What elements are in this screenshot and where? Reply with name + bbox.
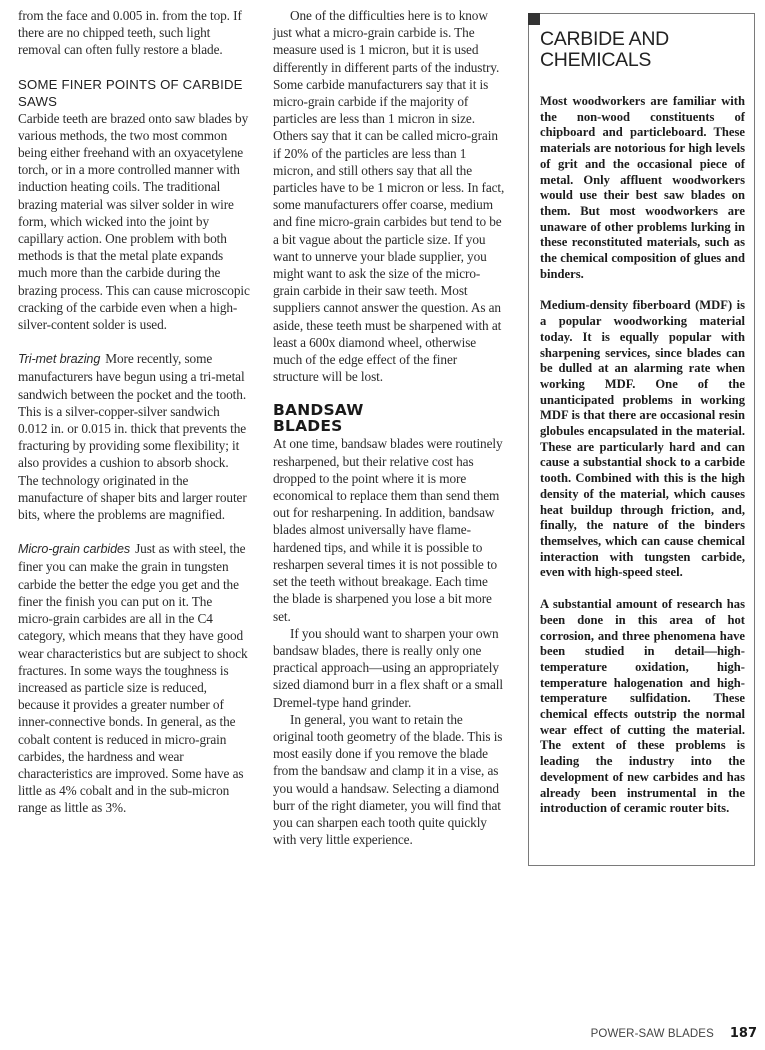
paragraph-difficulties: One of the difficulties here is to know just what a micro-grain carbide is. The measure used is 1 micron, but it is used differently in different parts of the industry. Some carbide manufacturers say that it is micro-grain carbide if the majority of particles are less than 1 micron in size. Others say that it can be called micro-grain if 20% of the particles are less than 1 micron, and still others say that all the particles have to be 1 micron or less. In fact, some manufacturers offer coarse, medium and fine micro-grain carbides but tend to be a bit vague about the particle size. If you want to unnerve your blade supplier, you might want to ask the size of the micro-grain carbide in their saw teeth. Most suppliers cannot answer the question. As an aside, these teeth must be sharpened with at least a 600x diamond wheel, otherwise much of the edge effect of the finer structure will be lost. <box>273 8 505 385</box>
running-head: POWER-SAW BLADES <box>590 1028 714 1040</box>
paragraph-trimet <box>18 350 250 523</box>
sidebar-paragraph: Most woodworkers are familiar with the non-wood constituents of chipboard and particleboard. These materials are notorious for high levels of grit and the occasional piece of metal. Only affluent woodworkers would use their best saw blades on them. But most woodworkers are unaware of other problems lurking in these reconstituted materials, such as the chemical composition of glues and binders. <box>540 94 745 281</box>
paragraph-intro: from the face and 0.005 in. from the top. If there are no chipped teeth, such light removal can often fully restore a blade. <box>18 8 242 58</box>
sidebar-box-carbide-chemicals <box>528 13 755 866</box>
section-heading-finer-points: SOME FINER POINTS OF CARBIDE SAWS <box>18 76 243 109</box>
paragraph-brazing: Carbide teeth are brazed onto saw blades by various methods, the two most common being either freehand with an oxyacetylene torch, or in a more controlled manner with induction heating coils. The traditional brazing material was silver solder in wire form, which wicked into the joint by capillary action. One problem with both methods is that the metal plate expands much more than the carbide during the brazing process. This can cause microscopic cracking of the carbide even when a high-silver-content solder is used. <box>18 110 250 333</box>
column-middle <box>273 7 505 848</box>
paragraph-micro-grain-text: Just as with steel, the finer you can make the grain in tungsten carbide the better the edge you get and the finer the finish you can put on it. The micro-grain carbides are all in the C4 category, which means that they have good wear characteristics but are subject to shock fractures. In some ways the toughness is increased as particle size is reduced, because it provides a greater number of inner-connective bonds. In general, as the cobalt content is reduced in micro-grain carbides, the hardness and wear characteristics are improved. Some have as little as 4% cobalt and in the sub-micron range as little as 3%. <box>18 541 248 816</box>
sidebar-corner-square-icon <box>528 13 540 25</box>
paragraph-geometry: In general, you want to retain the original tooth geometry of the blade. This is most easily done if you remove the blade from the bandsaw and clamp it in a vise, as you would a handsaw. Selecting a diamond burr of the right diameter, you will find that you can sharpen each tooth quite quickly with very little experience. <box>273 711 503 848</box>
paragraph-bandsaw: At one time, bandsaw blades were routinely resharpened, but their relative cost has dropped to the point where it is more economical to replace them than send them out for resharpening. In addition, bandsaw blades almost universally have flame-hardened tips, and while it is possible to resharpen several times it is not possible to set the teeth without breakage. Each time the blade is sharpened you lose a bit more set. <box>273 436 503 624</box>
page-number: 187 <box>729 1026 757 1041</box>
sidebar-title <box>540 29 669 71</box>
section-heading-bandsaw-blades <box>273 402 505 434</box>
runin-heading-trimet: Tri-met brazing <box>18 352 101 367</box>
sidebar-paragraph: A substantial amount of research has been done in this area of hot corrosion, and three phenomena have been studied in detail—high-temperature oxidation, high-temperature halogenation and high-temperature sulfidation. These chemical effects outstrip the normal wear effect of cutting the material. The extent of these problems is leading the industry into the development of new carbides and has already been instrumental in the introduction of ceramic router bits. <box>540 597 745 816</box>
paragraph-trimet-text: More recently, some manufacturers have begun using a tri-metal sandwich between the pocket and the tooth. This is a silver-copper-silver sandwich 0.012 in. or 0.015 in. thick that prevents the fracturing by providing some flexibility; it also provides a cushion to absorb shock. The technology originated in the manufacture of shaper bits and larger router bits, where the problems are magnified. <box>18 351 247 523</box>
page-footer <box>591 1026 757 1041</box>
sidebar-paragraph: Medium-density fiberboard (MDF) is a popular woodworking material today. It is equally popular with sharpening services, since blades can be dulled at an alarming rate when working MDF. One of the unanticipated problems in working MDF is that there are occasional resin globules encapsulated in the material. These are particularly hard and can cause a substantial shock to a carbide tooth. Combined with this is the high density of the material, which causes heat buildup through friction, and, finally, the nature of the binders themselves, which can cause chemical interaction with tungsten carbide, even with high-speed steel. <box>540 298 745 580</box>
runin-heading-micro-grain: Micro-grain carbides <box>18 542 131 557</box>
heading-line-2: BLADES <box>273 417 343 436</box>
paragraph-sharpen-own: If you should want to sharpen your own bandsaw blades, there is really only one practical approach—using an appropriately sized diamond burr in a flex shaft or a small Dremel-type hand grinder. <box>273 625 503 710</box>
paragraph-micro-grain <box>18 540 250 816</box>
sidebar-title-line-1: CARBIDE AND <box>540 28 669 50</box>
sidebar-body <box>540 94 745 833</box>
sidebar-title-line-2: CHEMICALS <box>540 49 652 71</box>
column-left <box>18 7 250 817</box>
heading-line-1: BANDSAW <box>273 401 364 420</box>
